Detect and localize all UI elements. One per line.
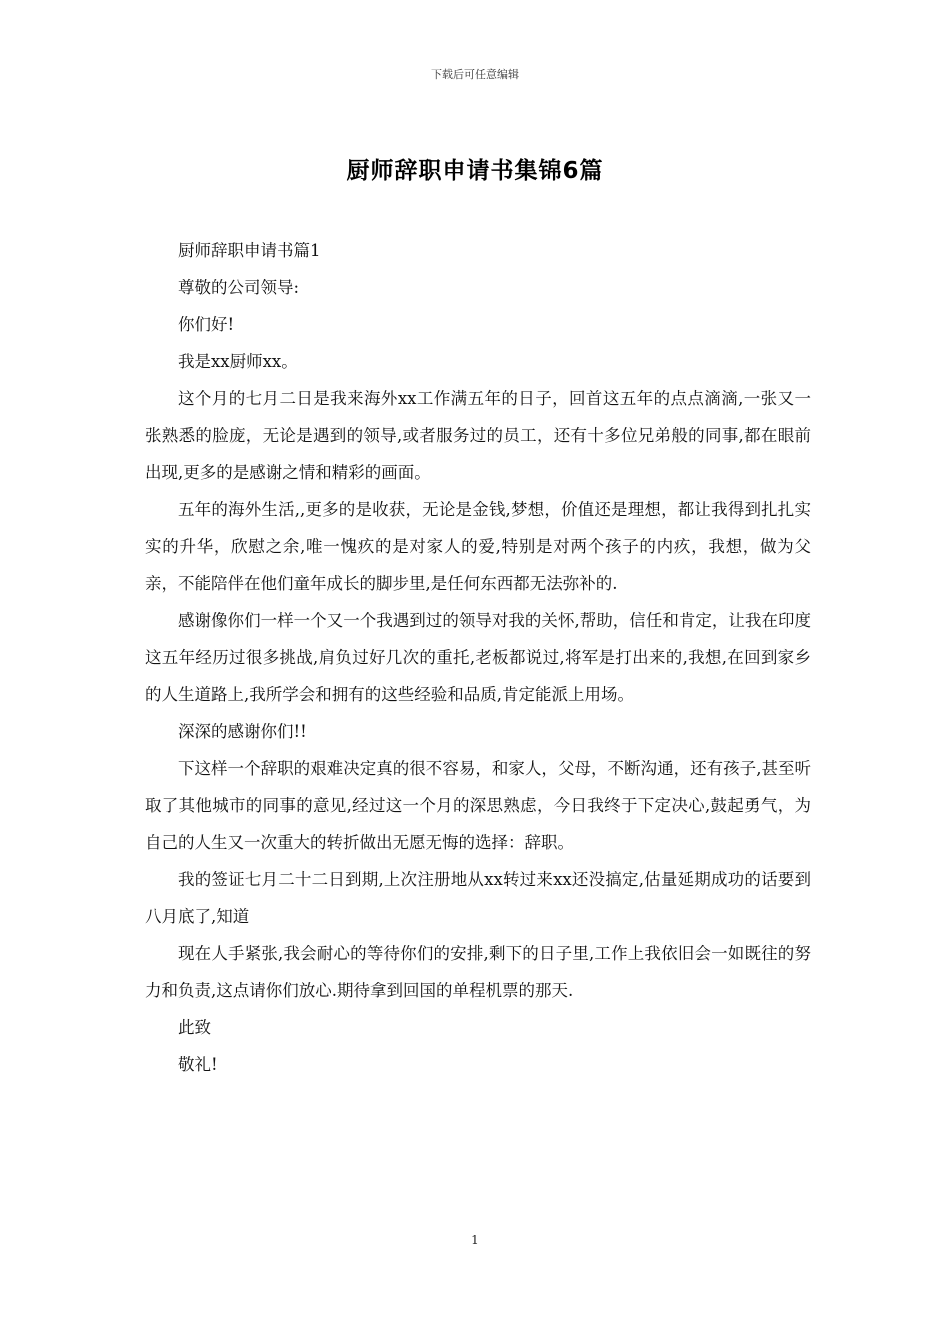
paragraph-body: 感谢像你们一样一个又一个我遇到过的领导对我的关怀,帮助，信任和肯定，让我在印度这五年经历过很多挑战,肩负过好几次的重托,老板都说过,将军是打出来的,我想,在回到家乡的人生道路上,我所学会和拥有的这些经验和品质,肯定能派上用场。 [145,611,811,704]
document-body [145,232,811,1083]
document-title: 厨师辞职申请书集锦6篇 [346,158,604,184]
paragraph-salutation: 尊敬的公司领导: [178,278,300,297]
paragraph-body: 我的签证七月二十二日到期,上次注册地从xx转过来xx还没搞定,估量延期成功的话要到八月底了,知道 [145,870,811,926]
paragraph-closing-regards: 敬礼! [178,1055,218,1074]
paragraph-closing: 此致 [178,1018,211,1037]
header-note: 下载后可任意编辑 [431,68,519,81]
paragraph-greeting: 你们好! [178,315,235,334]
paragraph-intro: 我是xx厨师xx。 [178,352,298,371]
paragraph-body: 现在人手紧张,我会耐心的等待你们的安排,剩下的日子里,工作上我依旧会一如既往的努力和负责,这点请你们放心.期待拿到回国的单程机票的那天. [145,944,811,1000]
paragraph-section-heading: 厨师辞职申请书篇1 [178,241,321,260]
paragraph-thanks: 深深的感谢你们!! [178,722,307,741]
paragraph-body: 五年的海外生活,,更多的是收获，无论是金钱,梦想，价值还是理想，都让我得到扎扎实实的升华，欣慰之余,唯一愧疚的是对家人的爱,特别是对两个孩子的内疚，我想，做为父亲，不能陪伴在他们童年成长的脚步里,是任何东西都无法弥补的. [145,500,811,593]
paragraph-body: 这个月的七月二日是我来海外xx工作满五年的日子，回首这五年的点点滴滴,一张又一张熟悉的脸庞，无论是遇到的领导,或者服务过的员工，还有十多位兄弟般的同事,都在眼前出现,更多的是感谢之情和精彩的画面。 [145,389,811,482]
paragraph-body: 下这样一个辞职的艰难决定真的很不容易，和家人，父母，不断沟通，还有孩子,甚至听取了其他城市的同事的意见,经过这一个月的深思熟虑，今日我终于下定决心,鼓起勇气，为自己的人生又一次重大的转折做出无愿无悔的选择：辞职。 [145,759,811,852]
page-number: 1 [471,1233,479,1247]
